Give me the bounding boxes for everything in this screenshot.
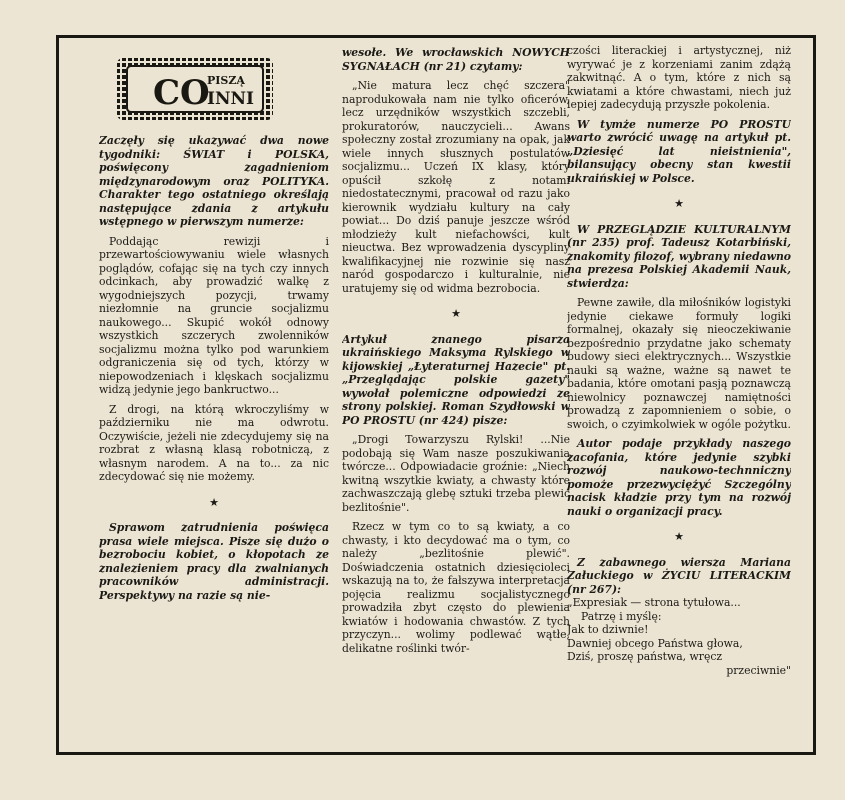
zalucki-intro: Z zabawnego wiersza Mariana Załuckiego w ŻYCIU LITERACKIM (nr 267): xyxy=(567,555,791,596)
article-frame xyxy=(56,35,816,755)
quote-paragraph-2: Z drogi, na którą wkroczyliśmy w październiku nie ma odwrotu. Oczywiście, jeżeli nie zdecydujemy się na rozbrat z własną klasą robotniczą, z własnym narodem. A na to... za nic zdecydować się nie możemy. xyxy=(99,402,329,483)
section-star: ★ xyxy=(209,495,219,509)
section-star: ★ xyxy=(674,197,684,210)
column-1 xyxy=(99,48,329,746)
verse-line: „Expresiak — strona tytułowa... xyxy=(567,596,741,609)
co-pisza-inni-logo xyxy=(115,56,275,122)
kotarbinski-intro: W PRZEGLĄDZIE KULTURALNYM (nr 235) prof. Tadeusz Kotarbiński, znakomity filozof, wybrany niedawno na prezesa Polskiej Akademii Nauk, stwierdza: xyxy=(567,222,791,290)
rylski-quote-cont: czości literackiej i artystycznej, niż wyrywać je z korzeniami zanim zdążą zakwitnąć. A o tym, które z nich są kwiatami a które chwastami, niech już lepiej zadecydują przyszłe pokolenia. xyxy=(567,44,791,111)
kotarbinski-quote: Pewne zawiłe, dla miłośników logistyki jedynie ciekawe formuły logiki formalnej, okazały się nieoczekiwanie bezpośrednio przydatne jako schematy budowy sieci elektrycznych... Wszystkie nauki są ważne, ważne są nawet te badania, które omotani pasją poznawczą niewolnicy poznawczej namiętności prowadzą z zapomnieniem o sobie, o swoich, o czyimkolwiek w ogóle pożytku. xyxy=(567,296,791,431)
section-star: ★ xyxy=(674,530,684,543)
logo-co: CO xyxy=(153,73,210,113)
verse-line: przeciwnie" xyxy=(726,663,791,677)
quote-paragraph: Poddając rewizji i przewartościowywaniu wiele własnych poglądów, cofając się na tych czy innych odcinkach, aby prowadzić walkę z wygodniejszych pozycji, trwamy niezłomnie na gruncie socjalizmu naukowego... Skupić wokół odnowy wszystkich szczerych zwolenników socjalizmu można tylko pod warunkiem odgraniczenia się od tych, którzy w niepowodzeniach i klęskach socjalizmu widzą jedynie jego bankructwo... xyxy=(99,234,329,396)
kotarbinski-summary: Autor podaje przykłady naszego zacofania, które jedynie szybki rozwój naukowo-technniczny pomoże przezwyciężyć Szczególny nacisk kładzie przy tym na rozwój nauki o organizacji pracy. xyxy=(567,437,791,518)
intro-paragraph: Zaczęły się ukazywać dwa nowe tygodniki: ŚWIAT i POLSKA, poświęcony zagadnieniom międzynarodowym oraz POLITYKA. Charakter tego ostatniego określają następujące zdania z artykułu wstępnego w pierwszym numerze: xyxy=(99,134,329,228)
verse-line: Dziś, proszę państwa, wręcz xyxy=(567,650,723,663)
rylski-quote: „Drogi Towarzyszu Rylski! ...Nie podobają się Wam nasze poszukiwania twórcze... Odpowiadacie groźnie: „Niech kwitną wszytkie kwiaty, a chwasty które zachwaszczają glebę sztuki trzeba plewić bezlitośnie". xyxy=(342,433,570,514)
rylski-intro: Artykuł znanego pisarza ukraińskiego Maksyma Rylskiego w kijowskiej „Łyteraturnej Hazecie" pt. „Przeglądając polskie gazety" wywołał polemiczne odpowiedzi ze strony polskiej. Roman Szydłowski w PO PROSTU (nr 424) pisze: xyxy=(342,332,570,427)
verse-line: Jak to dziwnie! xyxy=(567,623,649,636)
logo-inni: INNI xyxy=(207,89,254,109)
verse-line: Patrzę i myślę: xyxy=(581,609,662,623)
employment-paragraph: Sprawom zatrudnienia poświęca prasa wiele miejsca. Pisze się dużo o bezrobociu kobiet, o kłopotach ze znalezieniem pracy dla zwalnianych pracowników administracji. Perspektywy na razie są nie- xyxy=(99,521,329,602)
logo-pisza: PISZĄ xyxy=(207,74,245,87)
sygnaly-intro: wesołe. We wrocławskich NOWYCH SYGNAŁACH (nr 21) czytamy: xyxy=(342,46,570,73)
po-prostu-note: W tymże numerze PO PROSTU warto zwrócić uwagę na artykuł pt. „Dziesięć lat nieistnienia", bilansujący obecny stan kwestii ukraińskiej w Polsce. xyxy=(567,117,791,185)
section-star: ★ xyxy=(451,307,461,320)
sygnaly-quote: „Nie matura lecz chęć szczera" naprodukowała nam nie tylko oficerów, lecz urzędników wszystkich szczebli, prokuratorów, nauczycieli... Awans społeczny został zrozumiany na opak, jak wiele innych słusznych postulatów socjalizmu... Uczeń IX klasy, który opuścił szkołę z notami niedostatecznymi, pracował od razu jako kierownik wydziału kultury na cały powiat... Do dziś panuje jeszcze wśród młodzieży kult niefachowści, kult nieuctwa. Bez wprowadzenia dyscypliny kwalifikacyjnej nie rozwinie się nasz naród gospodarczo i kulturalnie, nie uratujemy się od widma bezrobocia. xyxy=(342,79,570,295)
rylski-quote-2: Rzecz w tym co to są kwiaty, a co chwasty, i kto decydować ma o tym, co należy „bezlitośnie plewić". Doświadczenia ostatnich dziesięcioleci wskazują na to, że fałszywa interpretacja pojęcia realizmu socjalistycznego prowadziła zbyt często do plewienia kwiatów i hodowania chwastów. Z tych przyczyn... wolimy podlewać wątłe, delikatne roślinki twór- xyxy=(342,520,570,655)
column-3 xyxy=(567,44,791,746)
column-2 xyxy=(342,46,570,746)
verse-line: Dawniej obcego Państwa głowa, xyxy=(567,636,743,650)
